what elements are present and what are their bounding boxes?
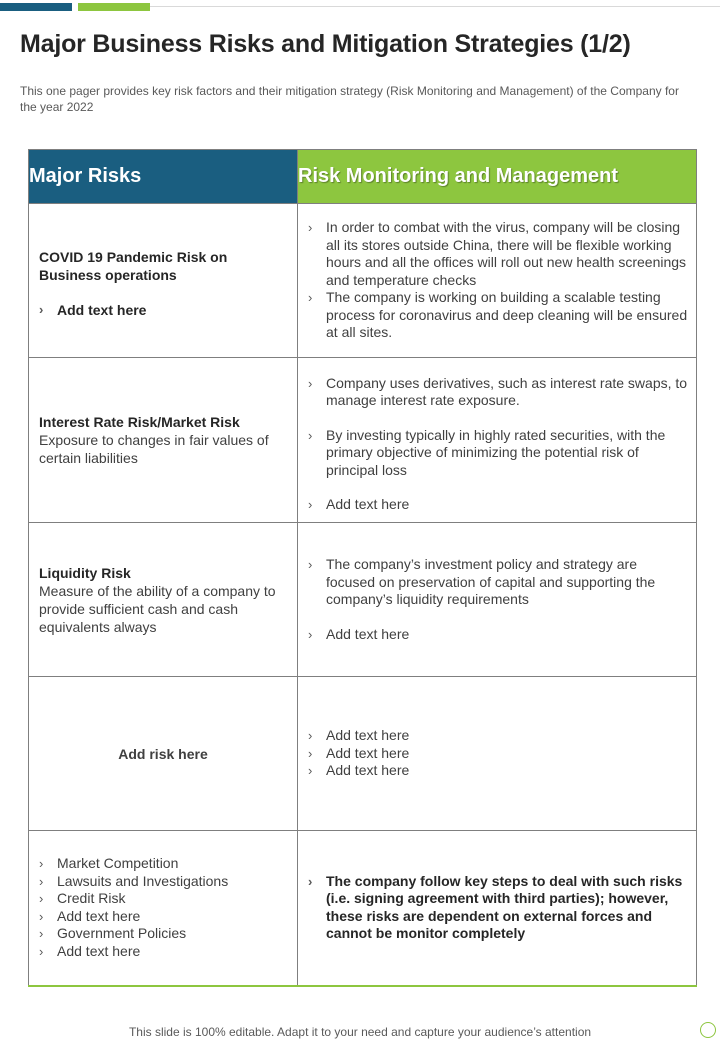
mitigation-bullet: › By investing typically in highly rated securities, with the primary objective of minimizing the potential risk of principal loss	[308, 426, 666, 478]
mitigation-bullet: › Add text here	[308, 625, 410, 642]
risk-cell	[29, 677, 298, 831]
chevron-right-icon: ›	[308, 728, 313, 744]
risk-list-item: › Lawsuits and Investigations	[39, 872, 229, 889]
risk-cell	[29, 204, 298, 358]
risk-list-item: › Government Policies	[39, 925, 187, 942]
top-accent-bar	[0, 0, 720, 12]
chevron-right-icon: ›	[308, 497, 313, 512]
risk-list-item: › Credit Risk	[39, 890, 126, 907]
mitigation-bullet: › Company uses derivatives, such as interest rate swaps, to manage interest rate exposure.	[308, 374, 688, 408]
footer-note: This slide is 100% editable. Adapt it to your need and capture your audience’s attention	[128, 1025, 592, 1039]
mitigation-cell	[298, 831, 697, 986]
table-row	[29, 523, 697, 677]
chevron-right-icon: ›	[39, 302, 44, 317]
mitigation-bullet: › Add text here	[308, 762, 410, 779]
mitigation-cell	[298, 523, 697, 677]
mitigation-cell	[298, 677, 697, 831]
mitigation-cell	[298, 358, 697, 523]
chevron-right-icon: ›	[308, 375, 313, 391]
risk-cell	[29, 523, 298, 677]
table-row	[29, 204, 697, 358]
table-row	[29, 831, 697, 986]
chevron-right-icon: ›	[308, 873, 313, 889]
mitigation-bullet: › Add text here	[308, 727, 410, 744]
risk-bullet: › Add text here	[39, 302, 147, 318]
mitigation-bullet: › The company is working on building a scalable testing process for coronavirus and deep cleaning will be ensured at all sites.	[308, 289, 688, 341]
risk-title: COVID 19 Pandemic Risk on Business operations	[39, 249, 228, 283]
accent-divider-line	[150, 6, 720, 7]
chevron-right-icon: ›	[308, 763, 313, 779]
header-risk-monitoring: Risk Monitoring and Management	[298, 150, 697, 204]
table-row	[29, 358, 697, 523]
table-header-row	[29, 150, 697, 204]
chevron-right-icon: ›	[39, 856, 44, 872]
header-major-risks: Major Risks	[29, 150, 298, 204]
risk-title: Liquidity Risk	[39, 564, 131, 581]
chevron-right-icon: ›	[308, 745, 313, 761]
chevron-right-icon: ›	[39, 891, 44, 907]
mitigation-bullet: › The company’s investment policy and strategy are focused on preservation of capital and supporting the company’s liquidity requirements	[308, 556, 656, 607]
risk-list-item: › Add text here	[39, 942, 141, 959]
chevron-right-icon: ›	[39, 943, 44, 959]
risk-title: Add risk here	[118, 745, 208, 762]
mitigation-bullet: › The company follow key steps to deal with such risks (i.e. signing agreement with third parties); however, these risks are dependent on external forces and cannot be monitor completely	[308, 872, 683, 942]
table-row	[29, 677, 697, 831]
mitigation-bullet: › Add text here	[308, 744, 410, 761]
mitigation-bullet: › In order to combat with the virus, company will be closing all its stores outside China, there will be flexible working hours and all the offices will roll out new health screenings and temperature checks	[308, 219, 687, 288]
circle-icon	[700, 1022, 716, 1038]
chevron-right-icon: ›	[39, 873, 44, 889]
chevron-right-icon: ›	[39, 926, 44, 942]
accent-blue-segment	[0, 3, 72, 11]
risk-list-item: › Add text here	[39, 907, 141, 924]
risk-cell	[29, 358, 298, 523]
page-subtitle: This one pager provides key risk factors and their mitigation strategy (Risk Monitoring and Management) of the Company for the year 2022	[20, 84, 679, 114]
page-title: Major Business Risks and Mitigation Strategies (1/2)	[20, 30, 631, 58]
mitigation-bullet: › Add text here	[308, 496, 410, 512]
risk-cell	[29, 831, 298, 986]
chevron-right-icon: ›	[308, 220, 313, 236]
risk-title: Interest Rate Risk/Market Risk	[39, 414, 240, 430]
chevron-right-icon: ›	[308, 290, 313, 306]
risk-description: Exposure to changes in fair values of certain liabilities	[39, 432, 269, 466]
accent-green-segment	[78, 3, 150, 11]
risk-description: Measure of the ability of a company to provide sufficient cash and cash equivalents always	[39, 582, 276, 635]
chevron-right-icon: ›	[308, 557, 313, 572]
chevron-right-icon: ›	[39, 908, 44, 924]
chevron-right-icon: ›	[308, 626, 313, 642]
risk-list-item: › Market Competition	[39, 855, 179, 872]
risk-table	[28, 149, 697, 987]
chevron-right-icon: ›	[308, 427, 313, 443]
mitigation-cell	[298, 204, 697, 358]
